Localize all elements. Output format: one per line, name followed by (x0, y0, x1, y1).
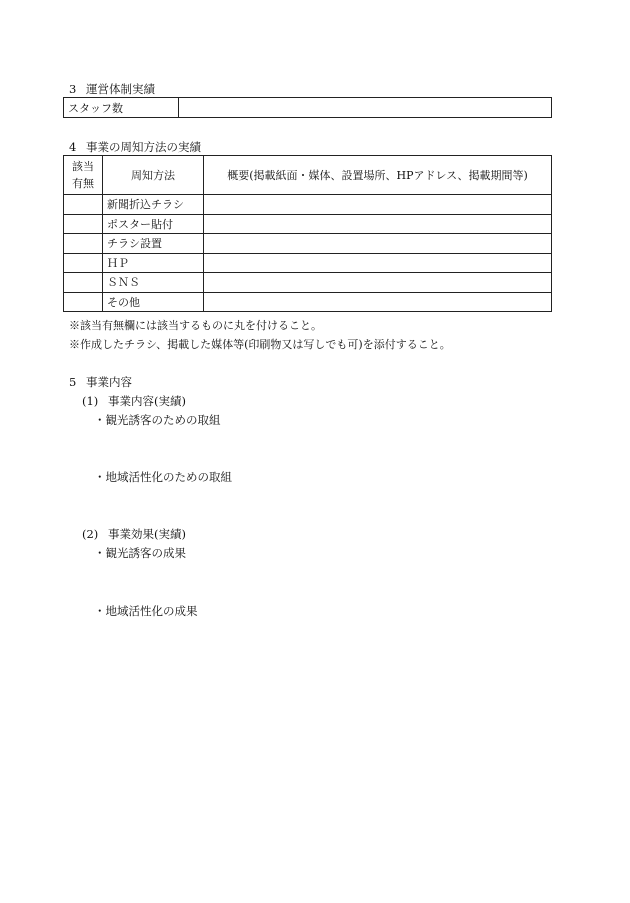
bullet-regional-initiative: ・地域活性化のための取組 (94, 470, 232, 484)
section-4-title: 事業の周知方法の実績 (86, 140, 201, 154)
header-applicable (64, 156, 103, 195)
header-applicable-line2: 有無 (72, 177, 94, 190)
section-4-heading (69, 139, 201, 155)
table-row (64, 292, 552, 312)
applicable-cell[interactable] (64, 273, 103, 293)
table-row (64, 234, 552, 254)
table-header-row (64, 156, 552, 195)
table-row (64, 214, 552, 234)
method-cell: ＨＰ (103, 253, 204, 273)
bullet-tourism-results: ・観光誘客の成果 (94, 546, 186, 560)
summary-cell[interactable] (204, 292, 552, 312)
table-row (64, 273, 552, 293)
method-cell: その他 (103, 292, 204, 312)
subsection-2-number: (2) (82, 527, 99, 541)
bullet-regional-results: ・地域活性化の成果 (94, 604, 198, 618)
method-cell: ポスター貼付 (103, 214, 204, 234)
applicable-cell[interactable] (64, 292, 103, 312)
method-cell: 新聞折込チラシ (103, 195, 204, 215)
summary-cell[interactable] (204, 253, 552, 273)
table-row (64, 195, 552, 215)
staff-row (64, 98, 552, 118)
staff-count-value[interactable] (179, 98, 552, 118)
subsection-2-heading (82, 526, 186, 542)
table-row (64, 253, 552, 273)
note-mark-applicable: ※該当有無欄には該当するものに丸を付けること。 (69, 319, 322, 332)
section-5-heading (69, 374, 132, 390)
section-4-number: 4 (69, 140, 77, 154)
bullet-tourism-initiative: ・観光誘客のための取組 (94, 413, 221, 427)
header-summary: 概要(掲載紙面・媒体、設置場所、HPアドレス、掲載期間等) (204, 156, 552, 195)
subsection-1-title: 事業内容(実績) (108, 394, 186, 408)
subsection-2-title: 事業効果(実績) (108, 527, 186, 541)
header-method: 周知方法 (103, 156, 204, 195)
section-3-number: 3 (69, 82, 77, 96)
header-applicable-line1: 該当 (72, 160, 94, 173)
summary-cell[interactable] (204, 214, 552, 234)
summary-cell[interactable] (204, 273, 552, 293)
applicable-cell[interactable] (64, 195, 103, 215)
notice-method-table (63, 155, 552, 312)
applicable-cell[interactable] (64, 214, 103, 234)
section-3-heading (69, 81, 155, 97)
section-5-title: 事業内容 (86, 375, 132, 389)
staff-count-label: スタッフ数 (64, 98, 179, 118)
subsection-1-heading (82, 393, 186, 409)
staff-table (63, 97, 552, 118)
section-3-title: 運営体制実績 (86, 82, 155, 96)
method-cell: ＳＮＳ (103, 273, 204, 293)
method-cell: チラシ設置 (103, 234, 204, 254)
summary-cell[interactable] (204, 234, 552, 254)
summary-cell[interactable] (204, 195, 552, 215)
section-5-number: 5 (69, 375, 77, 389)
applicable-cell[interactable] (64, 234, 103, 254)
note-attach-materials: ※作成したチラシ、掲載した媒体等(印刷物又は写しでも可)を添付すること。 (69, 338, 451, 351)
applicable-cell[interactable] (64, 253, 103, 273)
subsection-1-number: (1) (82, 394, 99, 408)
